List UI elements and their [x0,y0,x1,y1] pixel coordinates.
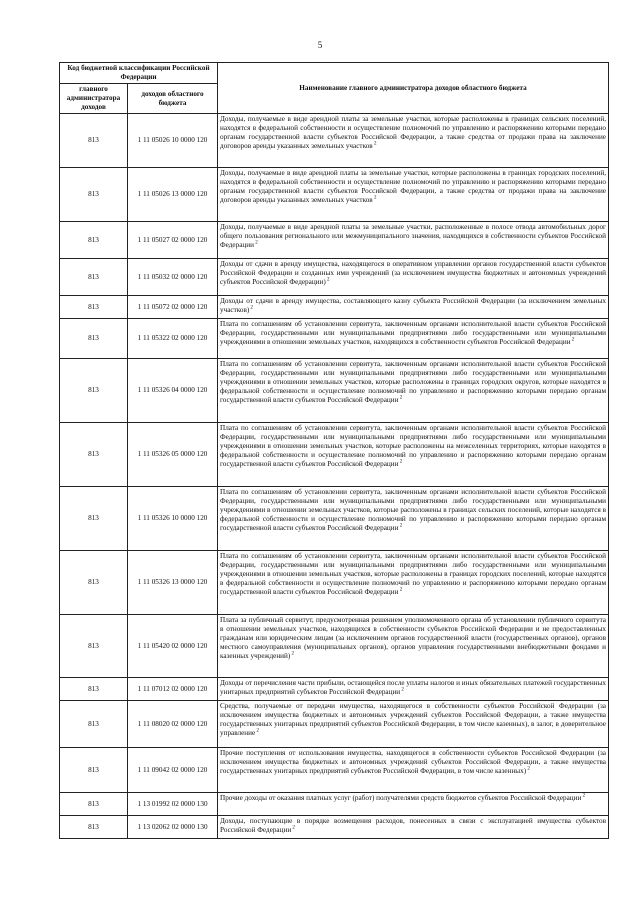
footnote-marker: 2 [372,195,377,201]
admin-code-cell: 813 [60,319,128,359]
admin-code-cell: 813 [60,748,128,793]
table-row [60,793,609,816]
revenue-code-cell: 1 11 07012 02 0000 120 [128,678,218,701]
revenue-name-text: Прочие доходы от оказания платных услуг (работ) получателями средств бюджетов субъектов Российской Федерации [220,794,582,802]
revenue-name-text: Доходы, поступающие в порядке возмещения расходов, понесенных в связи с эксплуатацией имущества субъектов Российской Федерации [220,817,606,834]
table-row [60,551,609,615]
admin-code-cell: 813 [60,359,128,423]
admin-code-cell: 813 [60,423,128,487]
footnote-marker: 2 [581,793,586,799]
header-code-group: Код бюджетной классификации Российской Федерации [60,63,218,84]
revenue-name-text: Доходы, получаемые в виде арендной платы за земельные участки, которые расположены в границах сельских поселений, находятся в федеральной собственности и осуществление полномочий по управлению и распоряжению которыми передано органам государственной власти субъектов Российской Федерации, а также средства от продажи права на заключение договоров аренды указанных земельных участков [220,115,606,150]
admin-code-cell: 813 [60,222,128,259]
table-row [60,359,609,423]
footnote-marker: 2 [398,523,403,529]
table-body [60,114,609,839]
revenue-name-text: Плата по соглашениям об установлении сервитута, заключенным органами исполнительной власти субъектов Российской Федерации, государственными или муниципальными предприятиями либо государственными или муниципальными учреждениями в отношении земельных участков, которые расположены в границах городских поселений, которые находятся в федеральной собственности и осуществление полномочий по управлению и распоряжению которыми передано органам государственной власти субъектов Российской Федерации [220,552,606,596]
admin-code-cell: 813 [60,678,128,701]
revenue-name-cell [218,423,609,487]
revenue-name-text: Доходы, получаемые в виде арендной платы за земельные участки, расположенные в полосе отвода автомобильных дорог общего пользования регионального или межмуниципального значения, находящихся в собственности субъектов Российской Федерации [220,223,606,249]
footnote-marker: 2 [398,587,403,593]
admin-code-cell: 813 [60,114,128,168]
revenue-name-text: Средства, получаемые от передачи имущества, находящегося в собственности субъектов Российской Федерации (за исключением имущества бюджетных и автономных учреждений субъектов Российской Федерации, а также имущества государственных унитарных предприятий субъектов Российской Федерации, в том числе казенных), в залог, в доверительное управление [220,702,606,737]
header-revenue-code: доходов областного бюджета [128,84,218,114]
revenue-name-cell [218,615,609,678]
footnote-marker: 2 [325,277,330,283]
footnote-marker: 2 [249,305,253,311]
table-row [60,748,609,793]
revenue-name-text: Доходы от сдачи в аренду имущества, составляющего казну субъекта Российской Федерации (за исключением земельных участков) [220,297,606,314]
revenue-code-cell: 1 11 08020 02 0000 120 [128,701,218,748]
revenue-code-cell: 1 11 05032 02 0000 120 [128,259,218,296]
footnote-marker: 2 [526,766,530,772]
revenue-code-cell: 1 11 05326 10 0000 120 [128,487,218,551]
footnote-marker: 2 [255,728,259,734]
footnote-marker: 2 [400,687,404,693]
table-row [60,487,609,551]
revenue-name-text: Плата по соглашениям об установлении сервитута, заключенным органами исполнительной власти субъектов Российской Федерации, государственными или муниципальными предприятиями либо государственными или муниципальными учреждениями в отношении земельных участков, которые расположены на межселенных территориях, которые находятся в федеральной собственности и осуществление полномочий по управлению и распоряжению которыми передано органам государственной власти субъектов Российской Федерации [220,424,606,468]
revenue-name-text: Плата по соглашениям об установлении сервитута, заключенным органами исполнительной власти субъектов Российской Федерации, государственными или муниципальными предприятиями либо государственными или муниципальными учреждениями в отношении земельных участков, находящихся в собственности субъектов Российской Федерации [220,320,606,346]
revenue-name-cell [218,487,609,551]
revenue-name-cell [218,359,609,423]
revenue-code-cell: 1 11 05326 04 0000 120 [128,359,218,423]
table-row [60,222,609,259]
revenue-code-cell: 1 13 02062 02 0000 130 [128,816,218,839]
footnote-marker: 2 [372,141,377,147]
revenue-code-cell: 1 11 05026 10 0000 120 [128,114,218,168]
revenue-code-cell: 1 11 05326 05 0000 120 [128,423,218,487]
revenue-name-text: Прочие поступления от использования имущества, находящегося в собственности субъектов Российской Федерации (за исключением имущества бюджетных и автономных учреждений субъектов Российской Федерации, а также имущества государственных унитарных предприятий субъектов Российской Федерации, в том числе казенных) [220,749,606,775]
budget-classification-table [59,62,609,839]
table-row [60,615,609,678]
footnote-marker: 2 [253,240,258,246]
revenue-name-cell [218,296,609,319]
revenue-code-cell: 1 13 01992 02 0000 130 [128,793,218,816]
revenue-name-text: Доходы, получаемые в виде арендной платы за земельные участки, которые расположены в границах городских поселений, находятся в федеральной собственности и осуществление полномочий по управлению и распоряжению которыми передано органам государственной власти субъектов Российской Федерации, а также средства от продажи права на заключение договоров аренды указанных земельных участков [220,169,606,204]
admin-code-cell: 813 [60,793,128,816]
footnote-marker: 2 [398,395,403,401]
footnote-marker: 2 [290,651,295,657]
revenue-name-cell [218,551,609,615]
revenue-code-cell: 1 11 05026 13 0000 120 [128,168,218,222]
revenue-name-text: Доходы от перечисления части прибыли, остающейся после уплаты налогов и иных обязательных платежей государственных унитарных предприятий субъектов Российской Федерации [220,679,606,696]
table-row [60,259,609,296]
admin-code-cell: 813 [60,701,128,748]
revenue-name-cell [218,222,609,259]
admin-code-cell: 813 [60,487,128,551]
admin-code-cell: 813 [60,296,128,319]
table-row [60,168,609,222]
revenue-name-cell [218,816,609,839]
revenue-code-cell: 1 11 05420 02 0000 120 [128,615,218,678]
revenue-name-text: Плата по соглашениям об установлении сервитута, заключенным органами исполнительной власти субъектов Российской Федерации, государственными или муниципальными предприятиями либо государственными или муниципальными учреждениями в отношении земельных участков, которые расположены в границах сельских поселений, которые находятся в федеральной собственности и осуществление полномочий по управлению и распоряжению которыми передано органам государственной власти субъектов Российской Федерации [220,488,606,532]
revenue-code-cell: 1 11 09042 02 0000 120 [128,748,218,793]
table-row [60,701,609,748]
table-row [60,816,609,839]
revenue-name-cell [218,748,609,793]
admin-code-cell: 813 [60,615,128,678]
revenue-name-text: Доходы от сдачи в аренду имущества, находящегося в оперативном управлении органов государственной власти субъектов Российской Федерации и созданных ими учреждений (за исключением имущества бюджетных и автономных учреждений субъектов Российской Федерации) [220,260,606,286]
revenue-name-cell [218,319,609,359]
footnote-marker: 2 [570,337,575,343]
table-row [60,296,609,319]
admin-code-cell: 813 [60,259,128,296]
revenue-name-cell [218,168,609,222]
revenue-code-cell: 1 11 05072 02 0000 120 [128,296,218,319]
admin-code-cell: 813 [60,551,128,615]
revenue-name-cell [218,114,609,168]
revenue-name-cell [218,259,609,296]
admin-code-cell: 813 [60,816,128,839]
footnote-marker: 2 [398,459,403,465]
table-row [60,319,609,359]
revenue-name-cell [218,678,609,701]
revenue-code-cell: 1 11 05326 13 0000 120 [128,551,218,615]
page-number: 5 [317,40,323,50]
revenue-code-cell: 1 11 05322 02 0000 120 [128,319,218,359]
admin-code-cell: 813 [60,168,128,222]
header-name: Наименование главного администратора доходов областного бюджета [218,63,609,114]
revenue-code-cell: 1 11 05027 02 0000 120 [128,222,218,259]
revenue-name-text: Плата за публичный сервитут, предусмотренная решением уполномоченного органа об установлении публичного сервитута в отношении земельных участков, находящихся в собственности субъектов Российской Федерации и не предоставленных гражданам или юридическим лицам (за исключением органов государственной власти (государственных органов), органов местного самоуправления (муниципальных органов), органов управления государственными внебюджетными фондами и казенных учреждений) [220,616,606,660]
table-row [60,423,609,487]
footnote-marker: 2 [291,825,295,831]
revenue-name-cell [218,793,609,816]
revenue-name-cell [218,701,609,748]
revenue-name-text: Плата по соглашениям об установлении сервитута, заключенным органами исполнительной власти субъектов Российской Федерации, государственными или муниципальными предприятиями либо государственными или муниципальными учреждениями в отношении земельных участков, которые расположены в границах городских округов, которые находятся в федеральной собственности и осуществление полномочий по управлению и распоряжению которыми передано органам государственной власти субъектов Российской Федерации [220,360,606,404]
table-row [60,678,609,701]
header-admin: главного администратора доходов [60,84,128,114]
table-row [60,114,609,168]
